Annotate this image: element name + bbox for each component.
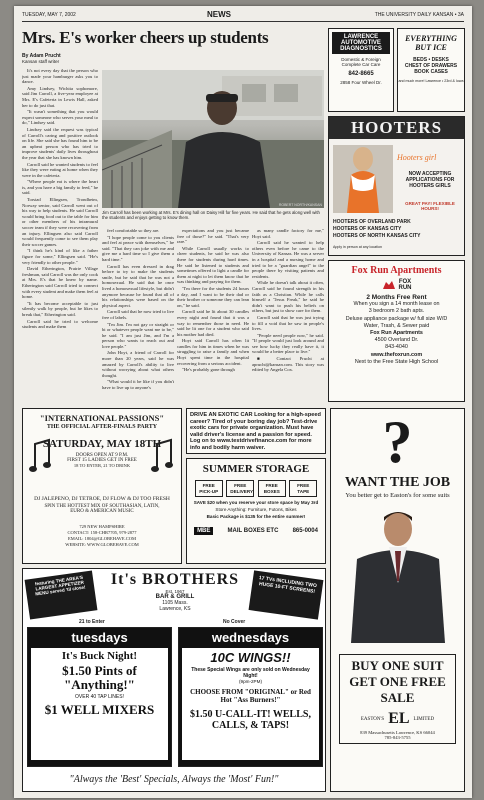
article-column-4 [252, 228, 324, 402]
article-paragraph: Torstad Ellingsen, Trondheim, Norway senior, said Carroll went out of his way to help students. He said Carroll would bring food out to the table for him or other members of his intramural soccer team if they were recovering from an injury. Ellingsen also said Carroll would frequently come to see them play their soccer games. [22, 197, 98, 247]
storage-free-item: FREE DELIVERY [226, 480, 254, 497]
photo-caption: Jim Carroll has been working at Mrs. E's dining hall on Daisy Hill for five years. He said that he gets along well with the students and enjoys getting to know them. [102, 210, 320, 220]
hooters-photo [333, 145, 393, 213]
hooters-slogan: Hooters girl [397, 153, 437, 162]
issue-date: TUESDAY, MAY 7, 2002 [22, 12, 76, 18]
man-in-suit-illustration [331, 503, 465, 643]
auto-phone: 842-8665 [348, 71, 374, 77]
passions-doors: DOORS OPEN AT 9 P.M. [75, 453, 129, 458]
sale: SALE [380, 690, 415, 705]
article-column-3 [177, 228, 249, 402]
foxrun-line: Next to the Free State High School [354, 358, 439, 365]
brothers-subtitle: BAR & GRILL [155, 594, 195, 600]
hooters-location-3: HOOTERS OF NORTH KANSAS CITY [333, 233, 421, 239]
ad-international-passions [22, 408, 182, 564]
tuesdays-tap-lines: OVER 40 TAP LINES! [75, 694, 124, 700]
hooters-location-2: HOOTERS OF KANSAS CITY [333, 226, 402, 232]
wednesdays-hours: (9pm-2PM) [239, 679, 262, 684]
section-name: NEWS [207, 10, 231, 19]
article-paragraph: "It wasn't something that you would expect someone who serves your meal to do," Lindsey said. [22, 109, 98, 126]
brothers-tuesdays [27, 627, 172, 767]
passions-subtitle: THE OFFICIAL AFTER-FINALS PARTY [46, 424, 158, 430]
hooters-cta: NOW ACCEPTING APPLICATIONS FOR HOOTERS GIRLS [405, 171, 455, 189]
ebi-title-1: EVERYTHING [405, 34, 457, 43]
article-paragraph: Carroll said he wanted to help others even before he came to the University of Kansas. He was a server in a hospital and a nursing home and tried to be a "guardian angel" to the people there by visiting patients and residents. [252, 240, 324, 279]
suit-sale-box [339, 654, 456, 744]
ad-eastons [330, 408, 465, 792]
auto-name-2: AUTOMOTIVE [341, 40, 381, 46]
ad-exotic-car [186, 408, 326, 454]
tuesdays-title: tuesdays [71, 630, 128, 645]
article-paragraph: ■ Contact Prucht at aprucht@kansan.com. This story was edited by Angela Cox. [252, 356, 324, 373]
hooters-logo: HOOTERS [350, 118, 443, 137]
tuesdays-headline: It's Buck Night! [61, 650, 138, 662]
article-paragraph: "I think he's kind of like a father figure for some," Ellingsen said. "He's very friendly to other people." [22, 248, 98, 265]
eastons-address: 839 Massachusetts Lawrence, KS 66044 [360, 730, 435, 735]
question-mark: ? [382, 409, 413, 475]
auto-line-1: Domestic & Foreign [341, 57, 381, 62]
passions-djs: DJ JALEPENO, DJ TETROE, DJ FLOW & DJ TOO FRESH [34, 496, 170, 502]
brothers-featuring: featuring THE AREA'S LARGEST APPETIZER MENU served 'til close! [25, 570, 98, 619]
want-job-subtitle: You better get to Easton's for some suits [345, 492, 450, 499]
foxrun-line: Deluxe appliance package w/ full size W/D [345, 315, 448, 322]
article-paragraph: Carroll said that he now tried to live free of labels. [102, 309, 174, 320]
ebi-note: and much more! Lawrence • 23rd & Iowa [398, 79, 464, 83]
article-paragraph: "What would it be like if you didn't have to live up to anyone's [102, 379, 174, 391]
article-paragraph: "It has become acceptable to just silently walk by people, but he likes to break that," Etherington said. [22, 300, 98, 317]
wednesdays-u-call-it: $1.50 U-CALL-IT! WELLS, CALLS, & TAPS! [190, 709, 311, 731]
passions-title: "INTERNATIONAL PASSIONS" [39, 413, 165, 423]
eastons-brand-2: LIMITED [413, 716, 435, 722]
foxrun-logo-2: RUN [398, 285, 412, 291]
auto-name-3: DIAGNOSTICS [340, 46, 382, 52]
article-paragraph: Hoyt said Carroll has often lit candles for him in times when he was struggling to raise a family and when Hoyt spent time in the hospital recovering from a serious accident. [177, 338, 249, 366]
hooters-location-1: HOOTERS OF OVERLAND PARK [333, 219, 411, 225]
storage-free-item: FREE TAPE [289, 480, 317, 497]
foxrun-line: 4500 Overland Dr. [374, 337, 419, 344]
foxrun-title: Fox Run Apartments [351, 265, 442, 276]
page-header [22, 10, 464, 22]
storage-title: SUMMER STORAGE [202, 463, 310, 475]
foxrun-lines [329, 294, 464, 366]
fox-icon [382, 280, 396, 290]
music-notes-icon [29, 438, 53, 478]
brothers-cover-rule: No Cover [223, 619, 246, 625]
mbe-logo: MBE [194, 527, 213, 535]
passions-website: WEBSITE: WWW.GLOBEHAVE.COM [65, 542, 139, 547]
passions-age: 18 TO ENTER, 21 TO DRINK [73, 463, 131, 468]
wednesdays-wings: 10C WINGS!! [210, 650, 291, 665]
brothers-name: It's BROTHERS [110, 571, 240, 588]
storage-free-item: FREE BOXES [258, 480, 286, 497]
buy-one-suit: BUY ONE SUIT [351, 658, 444, 673]
foxrun-line: 843-4040 [385, 344, 408, 351]
mbe-name: MAIL BOXES ETC [227, 528, 279, 534]
storage-free-item: FREE PICK-UP [195, 480, 223, 497]
foxrun-logo [329, 279, 464, 291]
brothers-address: 1105 Mass. [162, 600, 188, 606]
get-one-free: GET ONE FREE [349, 674, 446, 689]
brothers-city: Lawrence, KS [159, 606, 191, 612]
wednesdays-title: wednesdays [211, 630, 290, 645]
wednesdays-choose: CHOOSE FROM "ORIGINAL" or Red Hot "Ass Burners!" [190, 688, 311, 704]
eastons-brand: EASTON'S [360, 716, 385, 722]
foxrun-line: When you sign a 14 month lease on [353, 301, 440, 308]
article-paragraph: It's not every day that the person who just made your hamburger asks you to dance. [22, 68, 98, 85]
article-paragraph: "I hope people come to you clients and feel at peace with themselves," he said. "That they can joke with me and give me a hard time so I give them a hard time." [102, 234, 174, 262]
article-paragraph: Amy Lindsey, Wichita sophomore, said Jim Carroll, a five-year employee at Mrs. E's Cafeteria in Lewis Hall, asked her to do just that. [22, 85, 98, 108]
eastons-phone: 785-843-5755 [384, 735, 411, 740]
storage-basic: Basic Package is $135 for the entire summer! [206, 514, 306, 519]
article-paragraph: "People need people now," he said. "If people would just look around and see how lucky they really have it, it would be a better place to live." [252, 332, 324, 355]
auto-address: 2858 Four Wheel Dr. [340, 80, 382, 85]
storage-save: SAVE $20 when you reserve your store space by May 3rd [193, 500, 319, 505]
article-paragraph: Carroll said he lit about 30 candles every night and found that it was a way to remember those in need. He said he lit one for a student who said his mother had died. [177, 309, 249, 337]
paper-name: THE UNIVERSITY DAILY KANSAN • 3A [374, 12, 464, 18]
storage-store: Store Anything: Furniture, Futons, Bikes [215, 507, 297, 512]
article-paragraph: Carroll has even dressed in drag before to try to make the students smile, but he said that he was not a homosexual. He said that he once lived a homosexual lifestyle, but didn't anymore because he found that all of his relationships were based on the physical aspect. [102, 263, 174, 308]
article-paragraph: feel comfortable so they are. [107, 228, 160, 233]
foxrun-line: Water, Trash, & Sewer paid [363, 322, 430, 329]
article-paragraph: Carroll said he tried to welcome students and make them [22, 318, 98, 330]
foxrun-line: 3 bedroom 2 bath apts. [368, 308, 425, 315]
passions-date: SATURDAY, MAY 18TH [42, 438, 162, 450]
byline-role: Kansan staff writer [22, 59, 60, 64]
passions-spin: SPIN THE HOTTEST MIX OF SOUTHASIAN, LATIN, EURO & AMERICAN MUSIC [44, 504, 160, 514]
article-paragraph: Carroll said that he was just trying to fill a void that he saw in people's lives. [252, 314, 324, 332]
ad-summer-storage [186, 458, 326, 564]
foxrun-line: 2 Months Free Rent [366, 294, 427, 301]
auto-line-2: Complete Car Care [341, 62, 381, 67]
article-paragraph: John Hoyt, a friend of Carroll for more than 20 years, said he was amazed by Carroll's ability to live without worrying about what others thought. [102, 350, 174, 378]
photo-illustration [102, 70, 324, 208]
brothers-age-rule: 21 to Enter [79, 619, 105, 625]
tuesdays-pints: $1.50 Pints of "Anything!" [62, 663, 137, 692]
article-paragraph: "He's probably gone through [182, 367, 235, 373]
storage-free-list [193, 480, 319, 497]
byline-name: By Adam Prucht [22, 53, 61, 59]
passions-email: EMAIL: 1804@GLOBEHAVE.COM [67, 536, 137, 541]
foxrun-line[interactable]: www.thefoxrun.com [370, 351, 423, 358]
ad-everything-but-ice [397, 28, 465, 112]
wednesdays-special: These Special Wings are only sold on Wednesday Night! [191, 667, 310, 679]
ebi-items: BEDS • DESKS CHEST OF DRAWERS BOOK CASES [404, 57, 458, 75]
article-paragraph: expectations and you just became free of those?" he said. "That's very rare." [177, 228, 249, 245]
newspaper-page [14, 6, 472, 798]
article-paragraph: While Carroll usually works to cheer students, he said he was also there for students during hard times. He said he listened to students and sometimes offered to light a candle for them at night to let them know that he was thinking and praying for them. [177, 245, 249, 285]
hooters-sub: GREAT PAY! FLEXIBLE HOURS! [405, 201, 455, 211]
passions-address: 729 NEW HAMPSHIRE [79, 524, 125, 529]
passions-ladies: FIRST 15 LADIES GET IN FREE [67, 458, 137, 463]
photo-credit: ROBERT NORTH/KANSAN [278, 203, 322, 207]
ad-hooters [328, 116, 465, 256]
ebi-title-2: BUT ICE [415, 43, 447, 52]
storage-phone: 865-0004 [292, 528, 318, 534]
auto-name-1: LAWRENCE [343, 34, 379, 40]
article-paragraph: David Etherington, Prairie Village freshman, said Carroll was the only cook at Mrs. E's that he knew by name. Etherington said Carroll tried to connect with every student and make them feel at home. [22, 266, 98, 300]
article-headline: Mrs. E's worker cheers up students [22, 28, 269, 47]
ad-fox-run [328, 260, 465, 402]
article-photo [102, 70, 324, 208]
brothers-wednesdays [178, 627, 323, 767]
foxrun-line: Fox Run Apartments [370, 330, 423, 337]
article-paragraph: "Where people eat is where the heart is, and you have a big family to feed," he said. [22, 179, 98, 196]
brothers-tvs: 17 TVs INCLUDING TWO HUGE 10-FT SCREENS! [249, 570, 324, 619]
article-paragraph: Lindsey said the request was typical of Carroll's caring and positive outlook on life. She said she has found him to be an upbeat person who has tried to improve students' daily lives throughout the year that she has known him. [22, 126, 98, 160]
ad-lawrence-automotive [328, 28, 394, 112]
tuesdays-mixers: $1 WELL MIXERS [44, 702, 155, 717]
article-column-2 [102, 228, 174, 402]
article-paragraph: While he doesn't talk about it often, Carroll said he found strength in his faith as a Christian. While he calls himself a "Jesus Freak," he said he didn't want to push his beliefs on others, but just to show care for them. [252, 280, 324, 314]
article-column-1 [22, 68, 98, 402]
article-paragraph: "I'm Jim. I'm not gay or straight or bi or whatever people want me to be," he said. "I am just Jim, and I'm a person who wants to reach out and love people." [102, 321, 174, 349]
music-notes-icon-right [151, 438, 175, 478]
foxrun-logo-1: FOX [398, 279, 412, 285]
hooters-fine-print: Apply in person at any location [333, 245, 382, 249]
byline [22, 54, 82, 64]
passions-contact: CONTACT: 158-CHR7705, 979-2877 [67, 530, 137, 535]
want-job-title: WANT THE JOB [344, 475, 451, 490]
eastons-logo-mark: EL [388, 710, 410, 727]
article-paragraph: Carroll said he wanted students to feel like they were eating at home when they were in the cafeteria. [22, 161, 98, 178]
brothers-tagline: "Always the 'Best' Specials, Always the 'Most' Fun!" [69, 774, 279, 785]
article-paragraph: "I'm there for the students 24 hours a day, and I want to be their dad or their brother or someone they can lean on," he said. [177, 285, 249, 308]
article-paragraph: as many candle factory for me," Hoyt said. [252, 228, 324, 239]
ad-brothers [22, 568, 326, 792]
exotic-car-text: DRIVE AN EXOTIC CAR Looking for a high-speed career? Tired of your boring day job? Test-drive exotic cars for private organization. Must have valid driver's license and a passion for speed. Log on to www.testdrivefinance.com for more info and bodily harm waiver. [190, 412, 321, 451]
brothers-established: Est. 1967 [165, 589, 185, 594]
